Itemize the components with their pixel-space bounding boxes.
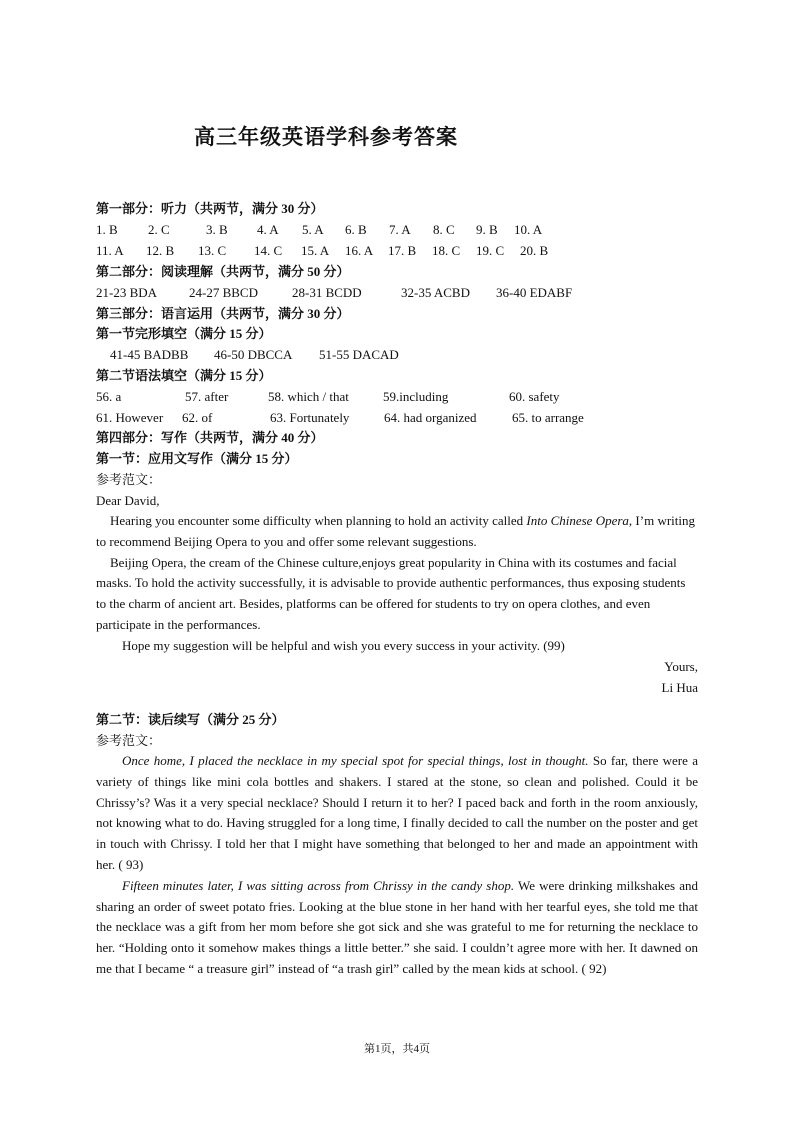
answer-item: 21-23 BDA [96,285,158,300]
answer-item: 3. B [206,222,228,237]
answer-item: 10. A [514,222,543,237]
page-title: 高三年级英语学科参考答案 [194,125,458,149]
answer-item: 16. A [345,243,374,258]
answer-item: 60. safety [509,389,560,404]
letter-paragraph: Hope my suggestion will be helpful and wish you every success in your activity. (99) [122,637,565,653]
answer-item: 14. C [254,243,283,258]
letter-signature: Li Hua [661,680,698,695]
essay-paragraph: Fifteen minutes later, I was sitting across from Chrissy in the candy shop. We were drinking milkshakes and sharing an order of sweet potato fries. Looking at the blue stone in her hand with her tearful eyes, she told me that the necklace was a gift from her mom before she got sick and she was grateful to me for returning the necklace to her. “Holding onto it somehow makes things a little better.” she said. I couldn’t agree more with her. It dawned on me that I became “ a treasure girl” instead of “a trash girl” called by the mean kids at school. ( 92) [96,877,698,976]
answer-item: 18. C [432,243,461,258]
part1-heading: 第一部分：听力（共两节，满分 30 分） [96,201,324,216]
part3-section1-heading: 第一节完形填空（满分 15 分） [96,326,272,341]
answer-item: 5. A [302,222,324,237]
part3-section2-heading: 第二节语法填空（满分 15 分） [96,368,272,383]
answer-item: 58. which / that [268,389,349,404]
sample-label: 参考范文： [96,733,162,748]
answer-item: 56. a [96,389,122,404]
answer-item: 41-45 BADBB [110,347,189,362]
answer-item: 20. B [520,243,549,258]
answer-item: 59.including [383,389,449,404]
answer-item: 36-40 EDABF [496,285,573,300]
answer-item: 24-27 BBCD [189,285,258,300]
answer-item: 32-35 ACBD [401,285,470,300]
answer-item: 2. C [148,222,170,237]
answer-item: 64. had organized [384,410,477,425]
part4-section2-heading: 第二节：读后续写（满分 25 分） [96,712,285,727]
part4-section1-heading: 第一节：应用文写作（满分 15 分） [96,451,298,466]
answer-item: 4. A [257,222,279,237]
essay-paragraph: Once home, I placed the necklace in my special spot for special things, lost in thought. So far, there were a variety of things like mini cola bottles and shakers. I stared at the stone, so clean and polished. Could it be Chrissy’s? Was it a very special necklace? Should I return it to her? I paced back and forth in the room anxiously, not knowing what to do. Having struggled for a long time, I finally decided to call the number on the poster and get in touch with Chrissy. I told her that I might have something that belonged to her and made an appointment with her. ( 93) [96,753,698,872]
answer-item: 51-55 DACAD [319,347,399,362]
answer-item: 13. C [198,243,227,258]
answer-item: 63. Fortunately [270,410,350,425]
answer-item: 15. A [301,243,330,258]
part3-heading: 第三部分：语言运用（共两节，满分 30 分） [96,306,350,321]
letter-paragraph: Hearing you encounter some difficulty when planning to hold an activity called Into Chinese Opera, I’m writing to recommend Beijing Opera to you and offer some relevant suggestions. [96,513,695,549]
answer-item: 8. C [433,222,455,237]
answer-item: 6. B [345,222,367,237]
page-number: 第1页，共4页 [364,1043,430,1055]
answer-item: 11. A [96,243,124,258]
answer-item: 28-31 BCDD [292,285,362,300]
letter-body [96,511,698,657]
answer-item: 62. of [182,410,213,425]
part2-heading: 第二部分：阅读理解（共两节，满分 50 分） [96,264,350,279]
answer-item: 19. C [476,243,505,258]
answer-item: 46-50 DBCCA [214,347,293,362]
prompt-sentence: Once home, I placed the necklace in my special spot for special things, lost in thought. [122,753,589,768]
sample-label: 参考范文： [96,472,162,487]
answer-item: 65. to arrange [512,410,584,425]
continuation-essay [96,751,698,980]
answer-item: 12. B [146,243,175,258]
part4-heading: 第四部分：写作（共两节，满分 40 分） [96,430,324,445]
prompt-sentence: Fifteen minutes later, I was sitting across from Chrissy in the candy shop. [122,877,515,893]
answer-item: 1. B [96,222,118,237]
answer-item: 61. However [96,410,164,425]
activity-name: Into Chinese Opera [526,513,629,528]
answer-item: 17. B [388,243,417,258]
letter-closing: Yours, [664,659,698,674]
answer-item: 9. B [476,222,498,237]
answer-item: 7. A [389,222,411,237]
answer-item: 57. after [185,389,229,404]
letter-paragraph: Beijing Opera, the cream of the Chinese culture,enjoys great popularity in China with its costumes and facial masks. To hold the activity successfully, it is advisable to provide authentic performances, thus exposing students to the charm of ancient art. Besides, platforms can be offered for students to try on opera clothes, and even participate in the performances. [96,554,686,632]
letter-greeting: Dear David, [96,493,160,508]
